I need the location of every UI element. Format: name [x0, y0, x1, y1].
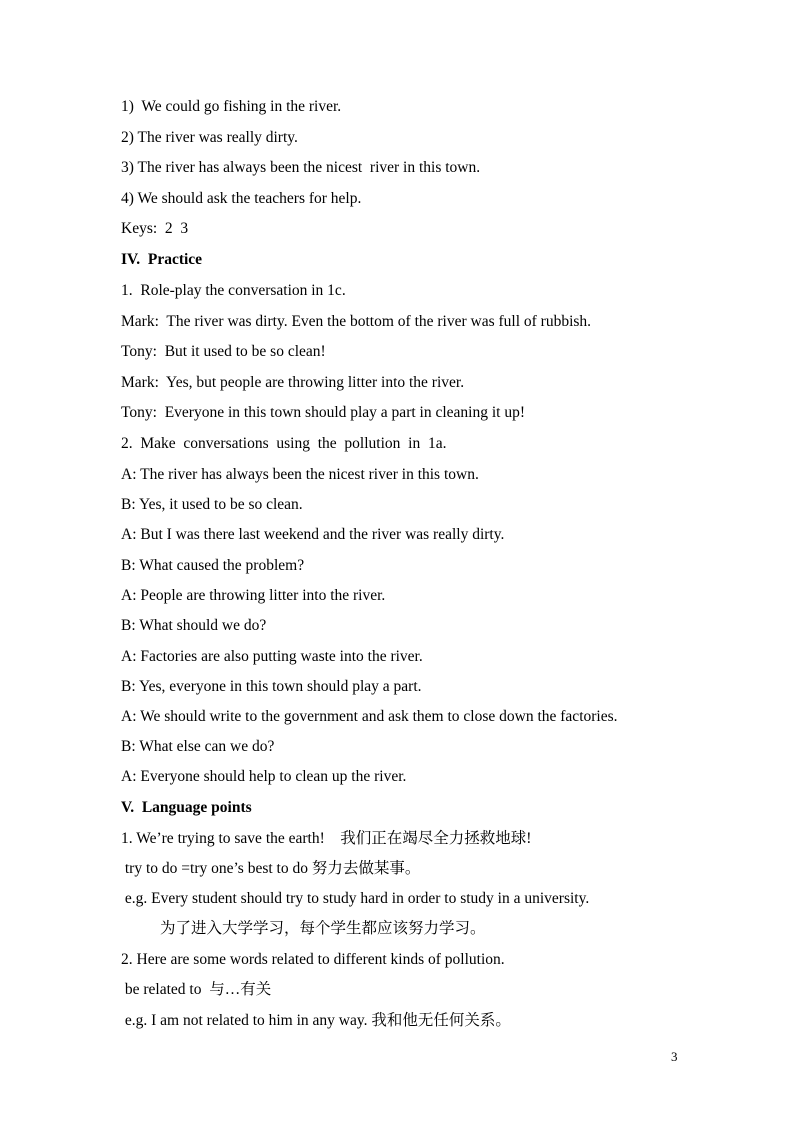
conversation-line: B: What should we do? [121, 617, 267, 634]
conversation-line: A: The river has always been the nicest river in this town. [121, 466, 479, 483]
section-heading-practice: IV. Practice [121, 251, 203, 268]
option-line-1: 1) We could go fishing in the river. [121, 98, 342, 115]
practice-line: Mark: The river was dirty. Even the bottom of the river was full of rubbish. [121, 313, 592, 330]
practice-line: 1. Role-play the conversation in 1c. [121, 282, 346, 299]
practice-line: Tony: But it used to be so clean! [121, 343, 326, 360]
language-point-line: be related to 与…有关 [121, 981, 272, 998]
conversation-line: B: Yes, it used to be so clean. [121, 496, 303, 513]
language-point-line: 2. Here are some words related to different kinds of pollution. [121, 951, 505, 968]
language-point-line: e.g. I am not related to him in any way. 我和他无任何关系。 [121, 1012, 511, 1029]
practice-line: 2. Make conversations using the pollution in 1a. [121, 435, 447, 452]
section-heading-language-points: V. Language points [121, 799, 252, 816]
language-point-line: try to do =try one’s best to do 努力去做某事。 [121, 860, 421, 877]
conversation-line: A: Everyone should help to clean up the river. [121, 768, 407, 785]
conversation-line: B: Yes, everyone in this town should play a part. [121, 678, 422, 695]
conversation-line: B: What caused the problem? [121, 557, 305, 574]
practice-line: Mark: Yes, but people are throwing litter into the river. [121, 374, 465, 391]
conversation-line: A: But I was there last weekend and the river was really dirty. [121, 526, 505, 543]
option-line-2: 2) The river was really dirty. [121, 129, 298, 146]
language-point-translation: 为了进入大学学习，每个学生都应该努力学习。 [160, 920, 486, 937]
language-point-line: 1. We’re trying to save the earth! 我们正在竭尽全力拯救地球! [121, 830, 532, 847]
page-number: 3 [671, 1049, 678, 1064]
option-line-3: 3) The river has always been the nicest river in this town. [121, 159, 481, 176]
conversation-line: B: What else can we do? [121, 738, 275, 755]
conversation-line: A: People are throwing litter into the river. [121, 587, 386, 604]
option-line-4: 4) We should ask the teachers for help. [121, 190, 362, 207]
language-point-line: e.g. Every student should try to study hard in order to study in a university. [121, 890, 590, 907]
conversation-line: A: Factories are also putting waste into the river. [121, 648, 423, 665]
practice-line: Tony: Everyone in this town should play a part in cleaning it up! [121, 404, 525, 421]
keys-line: Keys: 2 3 [121, 220, 189, 237]
conversation-line: A: We should write to the government and ask them to close down the factories. [121, 708, 618, 725]
